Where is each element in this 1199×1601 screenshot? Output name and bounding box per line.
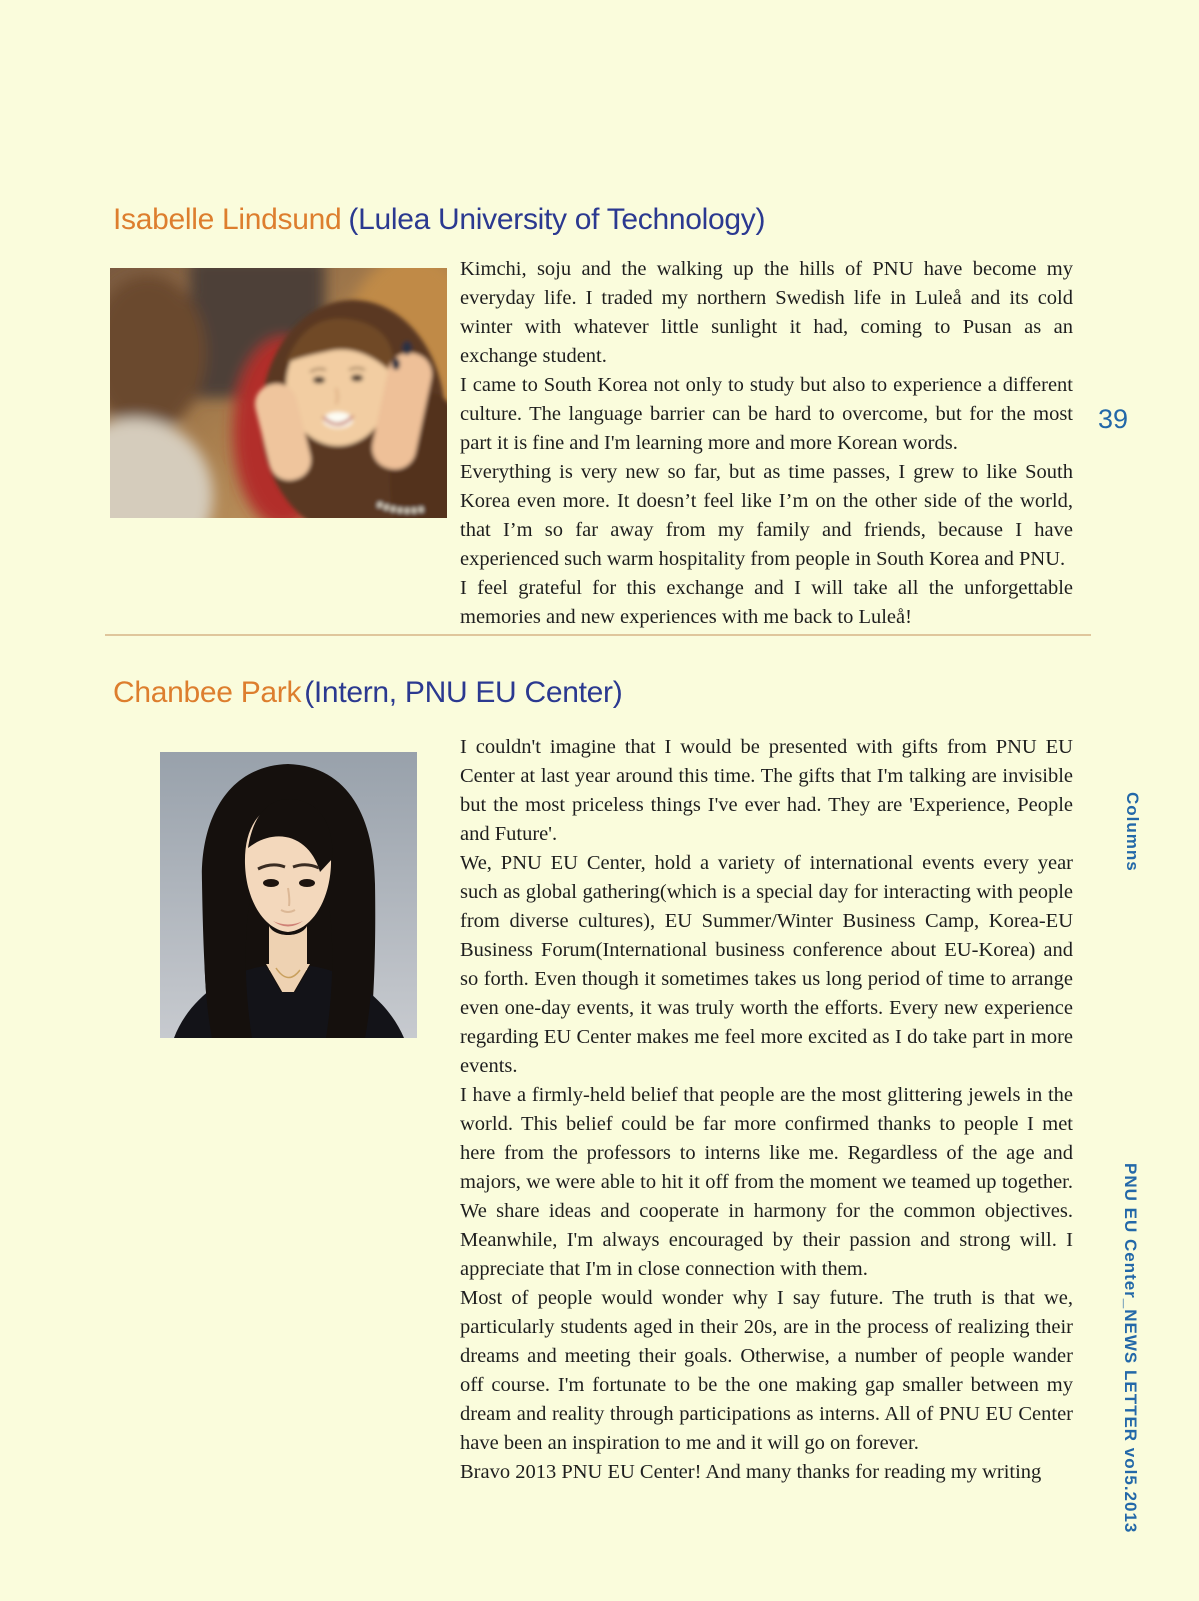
profile-affiliation: (Intern, PNU EU Center) <box>304 676 623 709</box>
isabelle-photo <box>110 268 447 518</box>
profile-paragraph: I have a firmly-held belief that people are the most glittering jewels in the world. This belief could be far more confirmed thanks to people I met here from the professors to interns like me. Regardless of the age and majors, we were able to hit it off from the moment we teamed up together. We share ideas and cooperate in harmony for the common objectives. Meanwhile, I'm always encouraged by their passion and strong will. I appreciate that I'm in close connection with them. <box>460 1084 1073 1280</box>
profile-paragraph: Kimchi, soju and the walking up the hills of PNU have become my everyday life. I traded my northern Swedish life in Luleå and its cold winter with whatever little sunlight it had, coming to Pusan as an exchange student. <box>460 258 1073 367</box>
profile-name: Isabelle Lindsund <box>113 203 342 236</box>
chanbee-text <box>460 733 1073 1487</box>
profile-paragraph: I feel grateful for this exchange and I will take all the unforgettable memories and new experiences with me back to Luleå! <box>460 577 1073 628</box>
profile-name: Chanbee Park <box>113 676 302 709</box>
profile-paragraph: I came to South Korea not only to study but also to experience a different culture. The language barrier can be hard to overcome, but for the most part it is fine and I'm learning more and more Korean words. <box>460 374 1073 454</box>
profile-paragraph: Bravo 2013 PNU EU Center! And many thanks for reading my writing <box>460 1461 1042 1483</box>
profile-paragraph: Most of people would wonder why I say future. The truth is that we, particularly students aged in their 20s, are in the process of realizing their dreams and meeting their goals. Otherwise, a number of people wander off course. I'm fortunate to be the one making gap smaller between my dream and reality through participations as interns. All of PNU EU Center have been an inspiration to me and it will go on forever. <box>460 1287 1073 1454</box>
isabelle-text <box>460 255 1073 632</box>
profile-affiliation: (Lulea University of Technology) <box>348 203 766 236</box>
section-heading-chanbee <box>113 676 622 710</box>
chanbee-photo <box>160 752 417 1038</box>
page-number: 39 <box>1098 404 1129 434</box>
margin-label-columns: Columns <box>1123 792 1142 872</box>
section-divider <box>105 634 1091 636</box>
profile-paragraph: Everything is very new so far, but as time passes, I grew to like South Korea even more. It doesn’t feel like I’m on the other side of the world, that I’m so far away from my family and friends, because I have experienced such warm hospitality from people in South Korea and PNU. <box>460 461 1073 570</box>
margin-label-newsletter: PNU EU Center_NEWS LETTER vol5.2013 <box>1121 1163 1140 1534</box>
profile-paragraph: We, PNU EU Center, hold a variety of international events every year such as global gathering(which is a special day for interacting with people from diverse cultures), EU Summer/Winter Business Camp, Korea-EU Business Forum(International business conference about EU-Korea) and so forth. Even though it sometimes takes us long period of time to arrange even one-day events, it was truly worth the efforts. Every new experience regarding EU Center makes me feel more excited as I do take part in more events. <box>460 852 1073 1077</box>
section-heading-isabelle <box>113 203 765 237</box>
profile-paragraph: I couldn't imagine that I would be presented with gifts from PNU EU Center at last year around this time. The gifts that I'm talking are invisible but the most priceless things I've ever had. They are 'Experience, People and Future'. <box>460 736 1073 845</box>
